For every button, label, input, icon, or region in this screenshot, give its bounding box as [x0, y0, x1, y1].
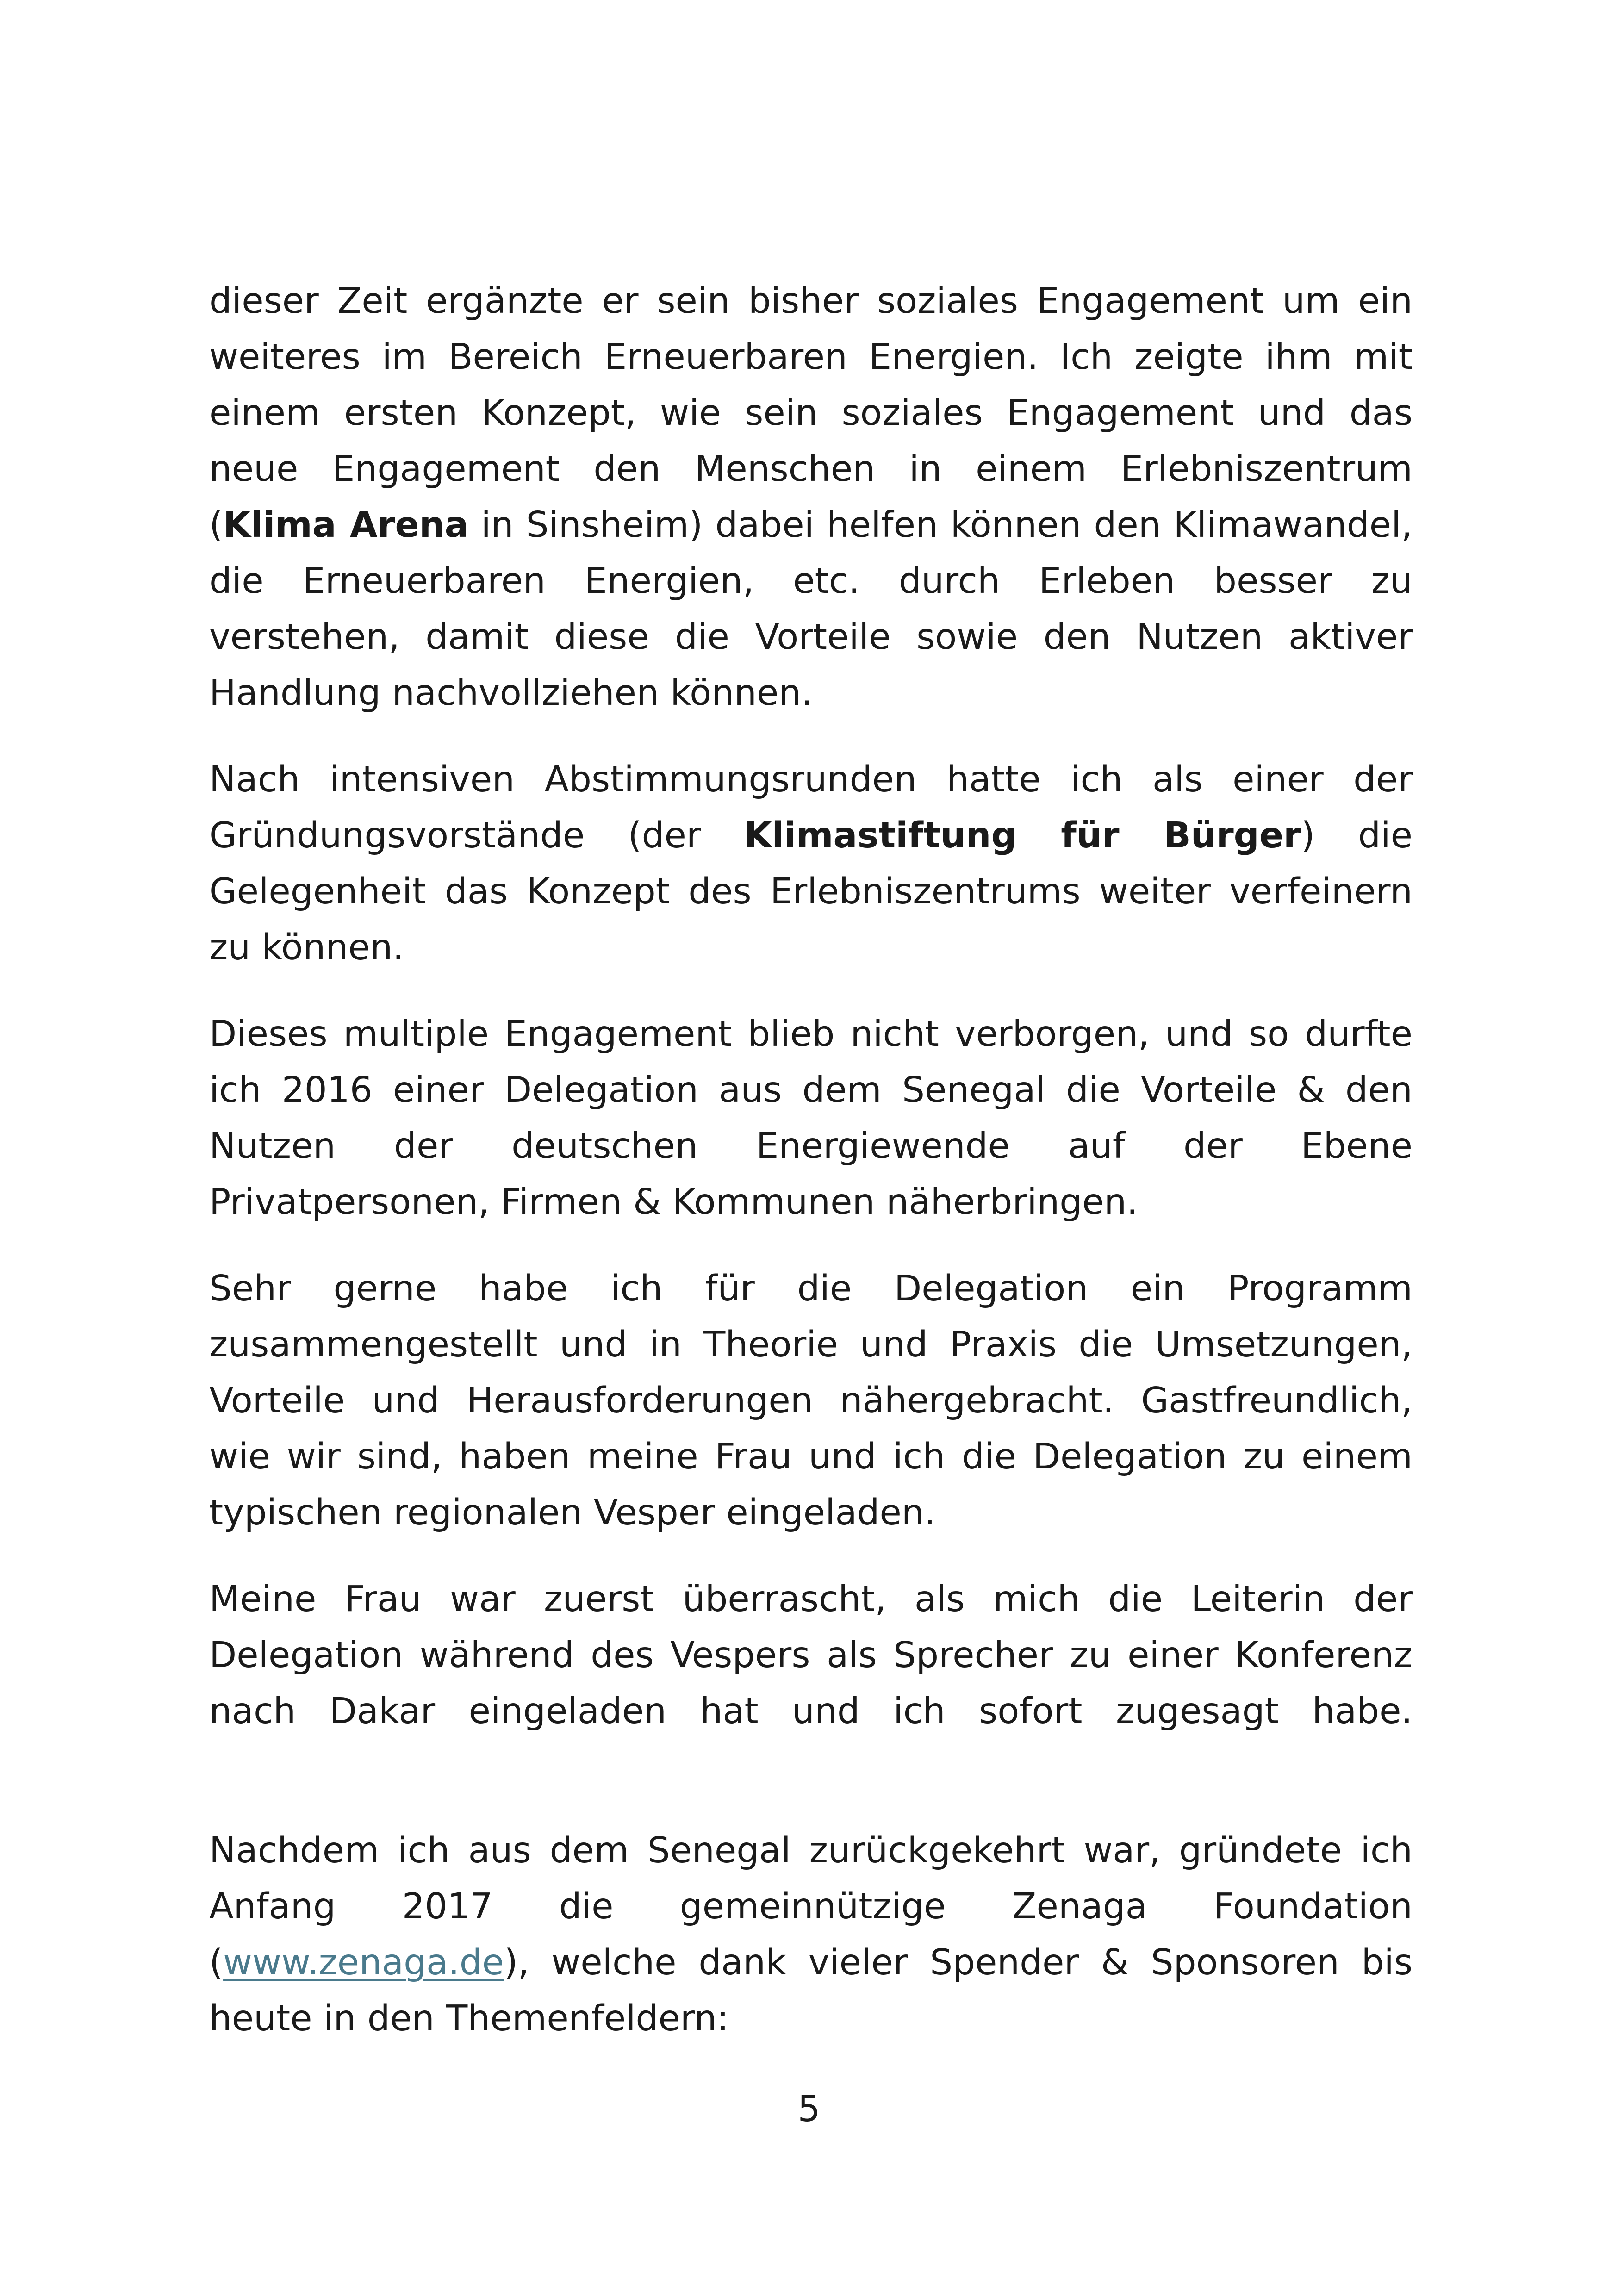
paragraph-text: ) die Gelegenheit das Konzept des Erlebniszentrums weiter verfeinern zu können.	[209, 815, 1413, 968]
paragraph-text: Nach intensiven Abstimmungsrunden hatte ich als einer der Gründungsvorstände (der	[209, 759, 1413, 856]
page-body	[209, 273, 1413, 2077]
paragraph-programm	[209, 1261, 1413, 1541]
paragraph-text: Meine Frau war zuerst überrascht, als mich die Leiterin der Delegation während des Vespers als Sprecher zu einer Konferenz nach Dakar eingeladen hat und ich sofort zugesagt habe.	[209, 1579, 1413, 1732]
page-number: 5	[797, 2089, 821, 2130]
paragraph-text: in Sinsheim) dabei helfen können den Klimawandel, die Erneuerbaren Energien, etc. durch Erleben besser zu verstehen, damit diese die Vorteile sowie den Nutzen aktiver Handlung nachvollziehen können.	[209, 504, 1413, 714]
paragraph-text: Nachdem ich aus dem Senegal zurückgekehrt war, gründete ich Anfang 2017 die gemeinnützige Zenaga Foundation (	[209, 1830, 1413, 1983]
zenaga-website-link[interactable]: www.zenaga.de	[223, 1942, 504, 1983]
paragraph-senegal-delegation	[209, 1006, 1413, 1230]
paragraph-text: ), welche dank vieler Spender & Sponsoren bis heute in den Themenfeldern:	[209, 1942, 1413, 2039]
paragraph-text: dieser Zeit ergänzte er sein bisher soziales Engagement um ein weiteres im Bereich Erneuerbaren Energien. Ich zeigte ihm mit einem ersten Konzept, wie sein soziales Engagement und das neue Engagement den Menschen in einem Erlebniszentrum (	[209, 280, 1413, 546]
paragraph-text: Sehr gerne habe ich für die Delegation ein Programm zusammengestellt und in Theorie und Praxis die Umsetzungen, Vorteile und Herausforderungen nähergebracht. Gastfreundlich, wie wir sind, haben meine Frau und ich die Delegation zu einem typischen regionalen Vesper eingeladen.	[209, 1268, 1413, 1533]
paragraph-klimastiftung	[209, 752, 1413, 976]
paragraph-text: Dieses multiple Engagement blieb nicht verborgen, und so durfte ich 2016 einer Delegation aus dem Senegal die Vorteile & den Nutzen der deutschen Energiewende auf der Ebene Privatpersonen, Firmen & Kommunen näherbringen.	[209, 1014, 1413, 1223]
paragraph-klima-arena	[209, 273, 1413, 721]
bold-term-klima-arena: Klima Arena	[223, 504, 469, 546]
paragraph-dakar-konferenz	[209, 1571, 1413, 1739]
bold-term-klimastiftung: Klimastiftung für Bürger	[744, 815, 1301, 856]
paragraph-zenaga-foundation	[209, 1823, 1413, 2047]
